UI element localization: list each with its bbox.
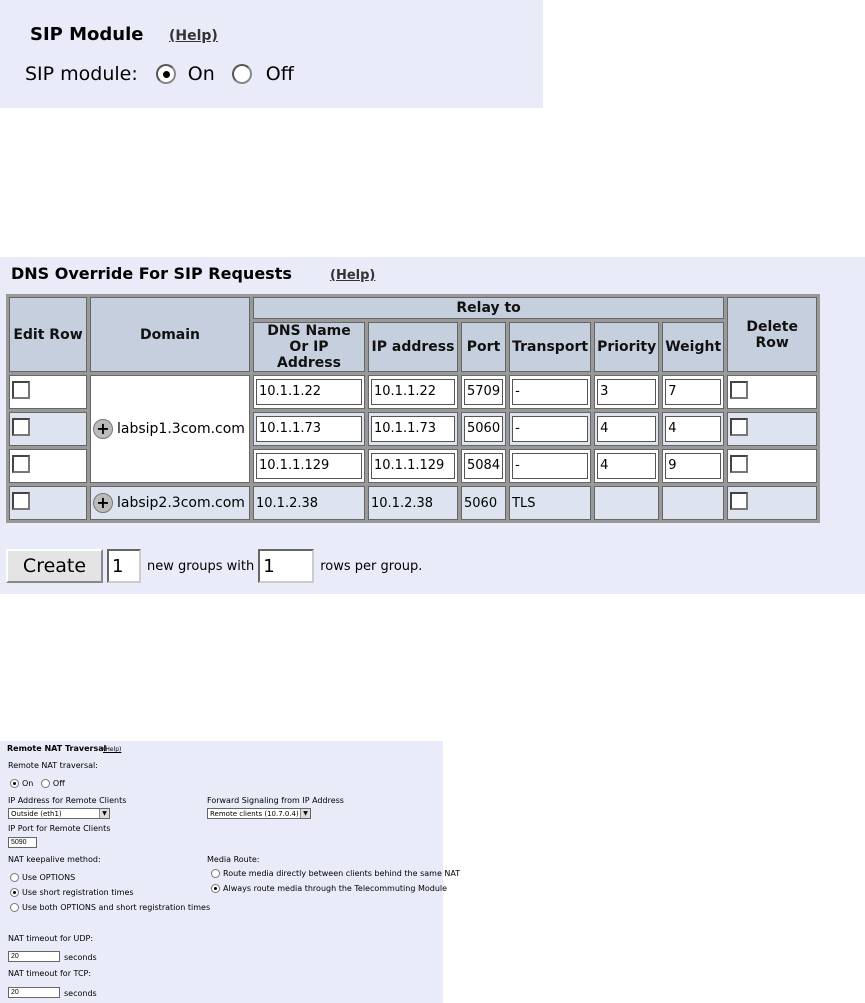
transport-header: Transport [509,322,591,372]
delete-row-cell [727,486,817,520]
nat-traversal-label: Remote NAT traversal: [8,761,98,770]
dns-override-title: DNS Override For SIP Requests [11,264,292,283]
udp-timeout-input[interactable] [8,951,60,962]
domain-name: labsip1.3com.com [117,421,245,437]
ip-address-input[interactable]: 10.1.1.129 [371,453,455,479]
keepalive-option [10,873,75,882]
groups-count-input[interactable] [107,549,141,583]
transport-input[interactable]: - [512,379,588,405]
edit-row-checkbox[interactable] [12,418,30,436]
edit-row-header: Edit Row [9,297,87,372]
forward-signaling-select[interactable] [207,808,311,819]
priority-input[interactable]: 4 [597,416,656,442]
dns-name-input[interactable]: 10.1.1.22 [256,379,362,405]
sip-on-radio[interactable] [156,64,176,84]
ip-address-header: IP address [368,322,458,372]
transport-cell: TLS [509,486,591,520]
dns-override-help-link[interactable]: (Help) [330,268,376,283]
edit-row-cell [9,412,87,446]
media-route-option [211,884,447,893]
sip-off-radio[interactable] [232,64,252,84]
nat-off-label: Off [52,779,65,788]
port-remote-label: IP Port for Remote Clients [8,824,111,833]
keepalive-short-reg-radio[interactable] [10,888,19,897]
nat-on-label: On [22,779,34,788]
edit-row-checkbox[interactable] [12,455,30,473]
weight-input[interactable]: 7 [665,379,721,405]
media-route-option-label: Route media directly between clients behind the same NAT [223,869,461,878]
weight-header: Weight [662,322,724,372]
create-button[interactable]: Create [6,549,103,583]
chevron-down-icon: ▼ [300,809,310,818]
media-route-option [211,869,460,878]
create-row [6,549,422,583]
media-direct-radio[interactable] [211,869,220,878]
delete-row-checkbox[interactable] [730,381,748,399]
keepalive-option-label: Use OPTIONS [22,873,76,882]
keepalive-options-radio[interactable] [10,873,19,882]
edit-row-cell [9,449,87,483]
keepalive-both-radio[interactable] [10,903,19,912]
sip-module-title: SIP Module [30,24,144,45]
keepalive-option-label: Use short registration times [22,888,134,897]
forward-signaling-value: Remote clients (10.7.0.4) [210,810,299,818]
domain-cell [90,375,250,483]
nat-title: Remote NAT Traversal [7,744,107,753]
remote-nat-panel [0,741,461,1003]
dns-name-header-line1: DNS Name [267,323,351,339]
sip-module-row [25,63,294,85]
port-input[interactable]: 5709 [464,379,503,405]
dns-name-input[interactable]: 10.1.1.73 [256,416,362,442]
table-row [9,375,817,409]
groups-label: new groups with [147,558,255,574]
nat-traversal-row [10,779,65,788]
sip-module-panel [0,0,543,108]
transport-input[interactable]: - [512,416,588,442]
priority-cell [594,486,659,520]
ip-address-input[interactable]: 10.1.1.22 [371,379,455,405]
edit-row-checkbox[interactable] [12,492,30,510]
delete-row-cell [727,375,817,409]
sip-off-label: Off [265,63,294,85]
ip-address-cell: 10.1.2.38 [368,486,458,520]
sip-module-label: SIP module: [25,63,138,85]
udp-timeout-label: NAT timeout for UDP: [8,934,94,943]
keepalive-option-label: Use both OPTIONS and short registration times [22,903,211,912]
keepalive-option [10,903,210,912]
media-route-label: Media Route: [207,855,260,864]
priority-header: Priority [594,322,659,372]
delete-row-cell [727,412,817,446]
udp-seconds-label: seconds [64,953,97,962]
domain-cell [90,486,250,520]
media-route-option-label: Always route media through the Telecommuting Module [223,884,448,893]
weight-cell [662,486,724,520]
edit-row-cell [9,375,87,409]
edit-row-checkbox[interactable] [12,381,30,399]
nat-off-radio[interactable] [41,779,50,788]
dns-name-header [253,322,365,372]
chevron-down-icon: ▼ [99,809,109,818]
delete-row-cell [727,449,817,483]
port-header: Port [461,322,506,372]
plus-icon[interactable]: + [93,493,113,513]
rows-count-input[interactable] [258,549,314,583]
tcp-timeout-label: NAT timeout for TCP: [8,969,92,978]
port-input[interactable]: 5084 [464,453,503,479]
dns-name-input[interactable]: 10.1.1.129 [256,453,362,479]
weight-input[interactable]: 9 [665,453,721,479]
port-remote-input[interactable] [8,837,37,848]
dns-name-cell: 10.1.2.38 [253,486,365,520]
table-row [9,486,817,520]
ip-remote-label: IP Address for Remote Clients [8,796,127,805]
delete-row-checkbox[interactable] [730,418,748,436]
delete-row-header: Delete Row [727,297,817,372]
port-cell: 5060 [461,486,506,520]
keepalive-label: NAT keepalive method: [8,855,101,864]
domain-name: labsip2.3com.com [117,495,245,511]
forward-signaling-label: Forward Signaling from IP Address [207,796,344,805]
relay-to-header: Relay to [253,297,724,319]
dns-override-panel [0,257,865,594]
ip-remote-value: Outside (eth1) [11,810,62,818]
ip-remote-select[interactable] [8,808,110,819]
sip-on-label: On [187,63,215,85]
transport-input[interactable]: - [512,453,588,479]
domain-header: Domain [90,297,250,372]
priority-input[interactable]: 4 [597,453,656,479]
port-input[interactable]: 5060 [464,416,503,442]
tcp-seconds-label: seconds [64,989,97,998]
tcp-timeout-input[interactable] [8,987,60,998]
weight-input[interactable]: 4 [665,416,721,442]
delete-row-checkbox[interactable] [730,455,748,473]
media-module-radio[interactable] [211,884,220,893]
keepalive-option [10,888,134,897]
nat-help-link[interactable]: (Help) [103,746,122,753]
priority-input[interactable]: 3 [597,379,656,405]
dns-override-table [6,294,820,523]
edit-row-cell [9,486,87,520]
delete-row-checkbox[interactable] [730,492,748,510]
sip-module-help-link[interactable]: (Help) [169,28,218,44]
plus-icon[interactable]: + [93,419,113,439]
rows-label: rows per group. [320,558,423,574]
dns-name-header-line2: Or IP Address [277,339,341,371]
nat-on-radio[interactable] [10,779,19,788]
ip-address-input[interactable]: 10.1.1.73 [371,416,455,442]
